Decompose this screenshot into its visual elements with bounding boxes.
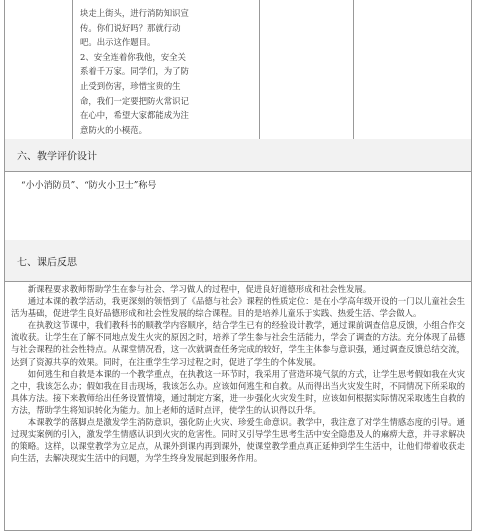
evaluation-text: “小小消防员”、“防火小卫士”称号 [21,181,157,191]
section-heading-evaluation [5,139,471,172]
section-heading-reflection [5,240,471,282]
reflection-paragraph: 在执教这节课中，我们教科书的顺教学内容顺序，结合学生已有的经验设计教学，通过课前调查信息反馈，小组合作交流收获。让学生在了解不同地点发生火灾的原因之时，培养了学生参与社会生活能力，学会了调查的方法。充分体现了品德与社会课程的社会性特点。从课堂情况看，这一次就调查任务完成的较好，学生主体参与意识强，通过调查反馈总结交流，达到了资源共享的效果。同时，在注重学生学习过程之时，促进了学生的个体发展。 [11,320,465,367]
activity-row-continued [5,0,471,140]
reflection-paragraph: 通过本课的教学活动，我更深刻的领悟到了《品德与社会》课程的性质定位：是在小学高年级开设的一门以儿童社会生活为基础，促进学生良好品德形成和社会性发展的综合课程。目的是培养儿童乐于实践、热爱生活、学会做人。 [11,296,465,319]
evaluation-row [5,172,471,241]
column-divider [72,0,73,139]
section-title: 六、教学评价设计 [17,151,97,163]
reflection-paragraph: 如何逃生和自救是本课的一个教学重点，在执教这一环节时，我采用了营造环境气氛的方式，让学生思考假如我在火灾之中，我该怎么办；假如我在目击现场，我该怎么办。应该如何逃生和自救。从而得出当火灾发生时，不同情况下所采取的具体方法。接下来教师给出任务设置情境，通过制定方案，进一步强化火灾发生时，应该如何根据实际情况采取逃生自救的方法，帮助学生将知识转化为能力。加上老师的适时点评，使学生的认识得以升华。 [11,368,465,415]
reflection-paragraph: 新课程要求教师帮助学生在参与社会、学习做人的过程中，促进良好道德形成和社会性发展。 [27,284,372,294]
column-divider [259,0,260,139]
reflection-body [5,283,471,464]
column-divider [353,0,354,139]
section-title: 七、课后反思 [17,257,77,268]
reflection-paragraph: 本课教学的落脚点是激发学生消防意识，强化防止火灾、珍爱生命意识。教学中，我注意了对学生情感态度的引导。通过现实案例的引入，激发学生情感认识到火灾的危害性。同时又引导学生思考生活中安全隐患及人的麻痹大意，并寻求解决的策略。这样，以课堂教学为立足点，从课外到课内再到课外，使课堂教学重点真正延伸到学生生活中，让他们带着收获走向生活，去解决现实生活中的问题，为学生终身发展起到服务作用。 [11,417,465,464]
activity-content-text: 块走上街头，进行消防知识宣传。你们说好吗？那就行动吧。出示这作题目。 2、安全连着你我他，安全关系着千万家。同学们，为了防止受到伤害，珍惜宝贵的生命，我们一定要把防火常识记在心中，希望大家都能成为注意防火的小模范。 [80,8,189,135]
lesson-plan-table [4,0,472,531]
